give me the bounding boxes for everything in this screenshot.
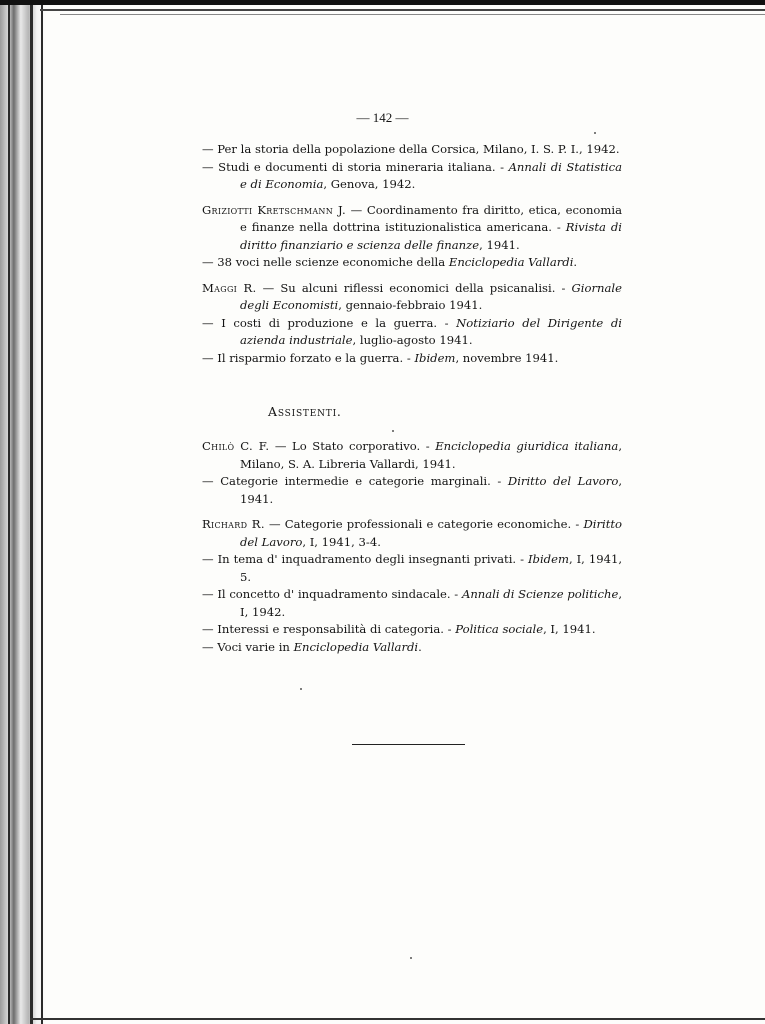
- scan-top-rule: [60, 14, 765, 15]
- scan-speck: [392, 430, 394, 432]
- bibliography-entry: — Categorie intermedie e categorie marginali. - Diritto del Lavoro, 1941.: [202, 474, 622, 506]
- bibliography-entry: — Interessi e responsabilità di categoria. - Politica sociale, I, 1941.: [202, 622, 596, 636]
- bibliography-entry: — Voci varie in Enciclopedia Vallardi.: [202, 639, 422, 654]
- bibliography-entry: — In tema d' inquadramento degli insegnanti privati. - Ibidem, I, 1941, 5.: [202, 552, 623, 584]
- author-name: Richard R.: [202, 517, 265, 531]
- bibliography-entry: Richard R. — Categorie professionali e categorie economiche. - Diritto del Lavoro, I, 1941, 3-4.: [202, 517, 622, 549]
- spine-line: [8, 0, 10, 1024]
- spine-line: [41, 0, 43, 1024]
- bibliography-entry: — Studi e documenti di storia mineraria italiana. - Annali di Statistica e di Economia, Genova, 1942.: [202, 159, 622, 191]
- scan-bottom-rule: [30, 1018, 765, 1020]
- section-heading: Assistenti.: [268, 404, 342, 419]
- page-number: — 142 —: [356, 110, 409, 125]
- bibliography-entry: — Per la storia della popolazione della Corsica, Milano, I. S. P. I., 1942.: [202, 142, 620, 156]
- spine-line: [30, 0, 33, 1024]
- author-name: Maggi R.: [202, 280, 257, 295]
- scan-speck: [300, 688, 302, 690]
- bibliography-continued: [202, 141, 622, 367]
- bibliography-entry: Maggi R. — Su alcuni riflessi economici della psicanalisi. - Giornale degli Economisti, gennaio-febbraio 1941.: [202, 280, 622, 312]
- bibliography-entry: Griziotti Kretschmann J. — Coordinamento fra diritto, etica, economia e finanze nella dottrina istituzionalistica americana. - Rivista di diritto finanziario e scienza delle finanze, 1941.: [202, 202, 622, 252]
- author-name: Griziotti Kretschmann J.: [202, 202, 346, 217]
- bibliography-assistants: [202, 438, 622, 656]
- closing-rule: [352, 744, 465, 745]
- book-spine-shadow: [0, 0, 46, 1024]
- scan-speck: [594, 132, 596, 134]
- bibliography-entry: — Il concetto d' inquadramento sindacale. - Annali di Scienze politiche, I, 1942.: [202, 587, 622, 619]
- bibliography-entry: — 38 voci nelle scienze economiche della Enciclopedia Vallardi.: [202, 255, 578, 269]
- bibliography-entry: — Il risparmio forzato e la guerra. - Ibidem, novembre 1941.: [202, 350, 559, 365]
- bibliography-entry: — I costi di produzione e la guerra. - Notiziario del Dirigente di azienda industriale, luglio-agosto 1941.: [202, 315, 623, 347]
- bibliography-entry: Chilò C. F. — Lo Stato corporativo. - Enciclopedia giuridica italiana, Milano, S. A. Libreria Vallardi, 1941.: [202, 439, 622, 471]
- scan-top-rule: [40, 9, 765, 11]
- scan-top-border: [0, 0, 765, 5]
- author-name: Chilò C. F.: [202, 439, 270, 453]
- scan-speck: [410, 957, 412, 959]
